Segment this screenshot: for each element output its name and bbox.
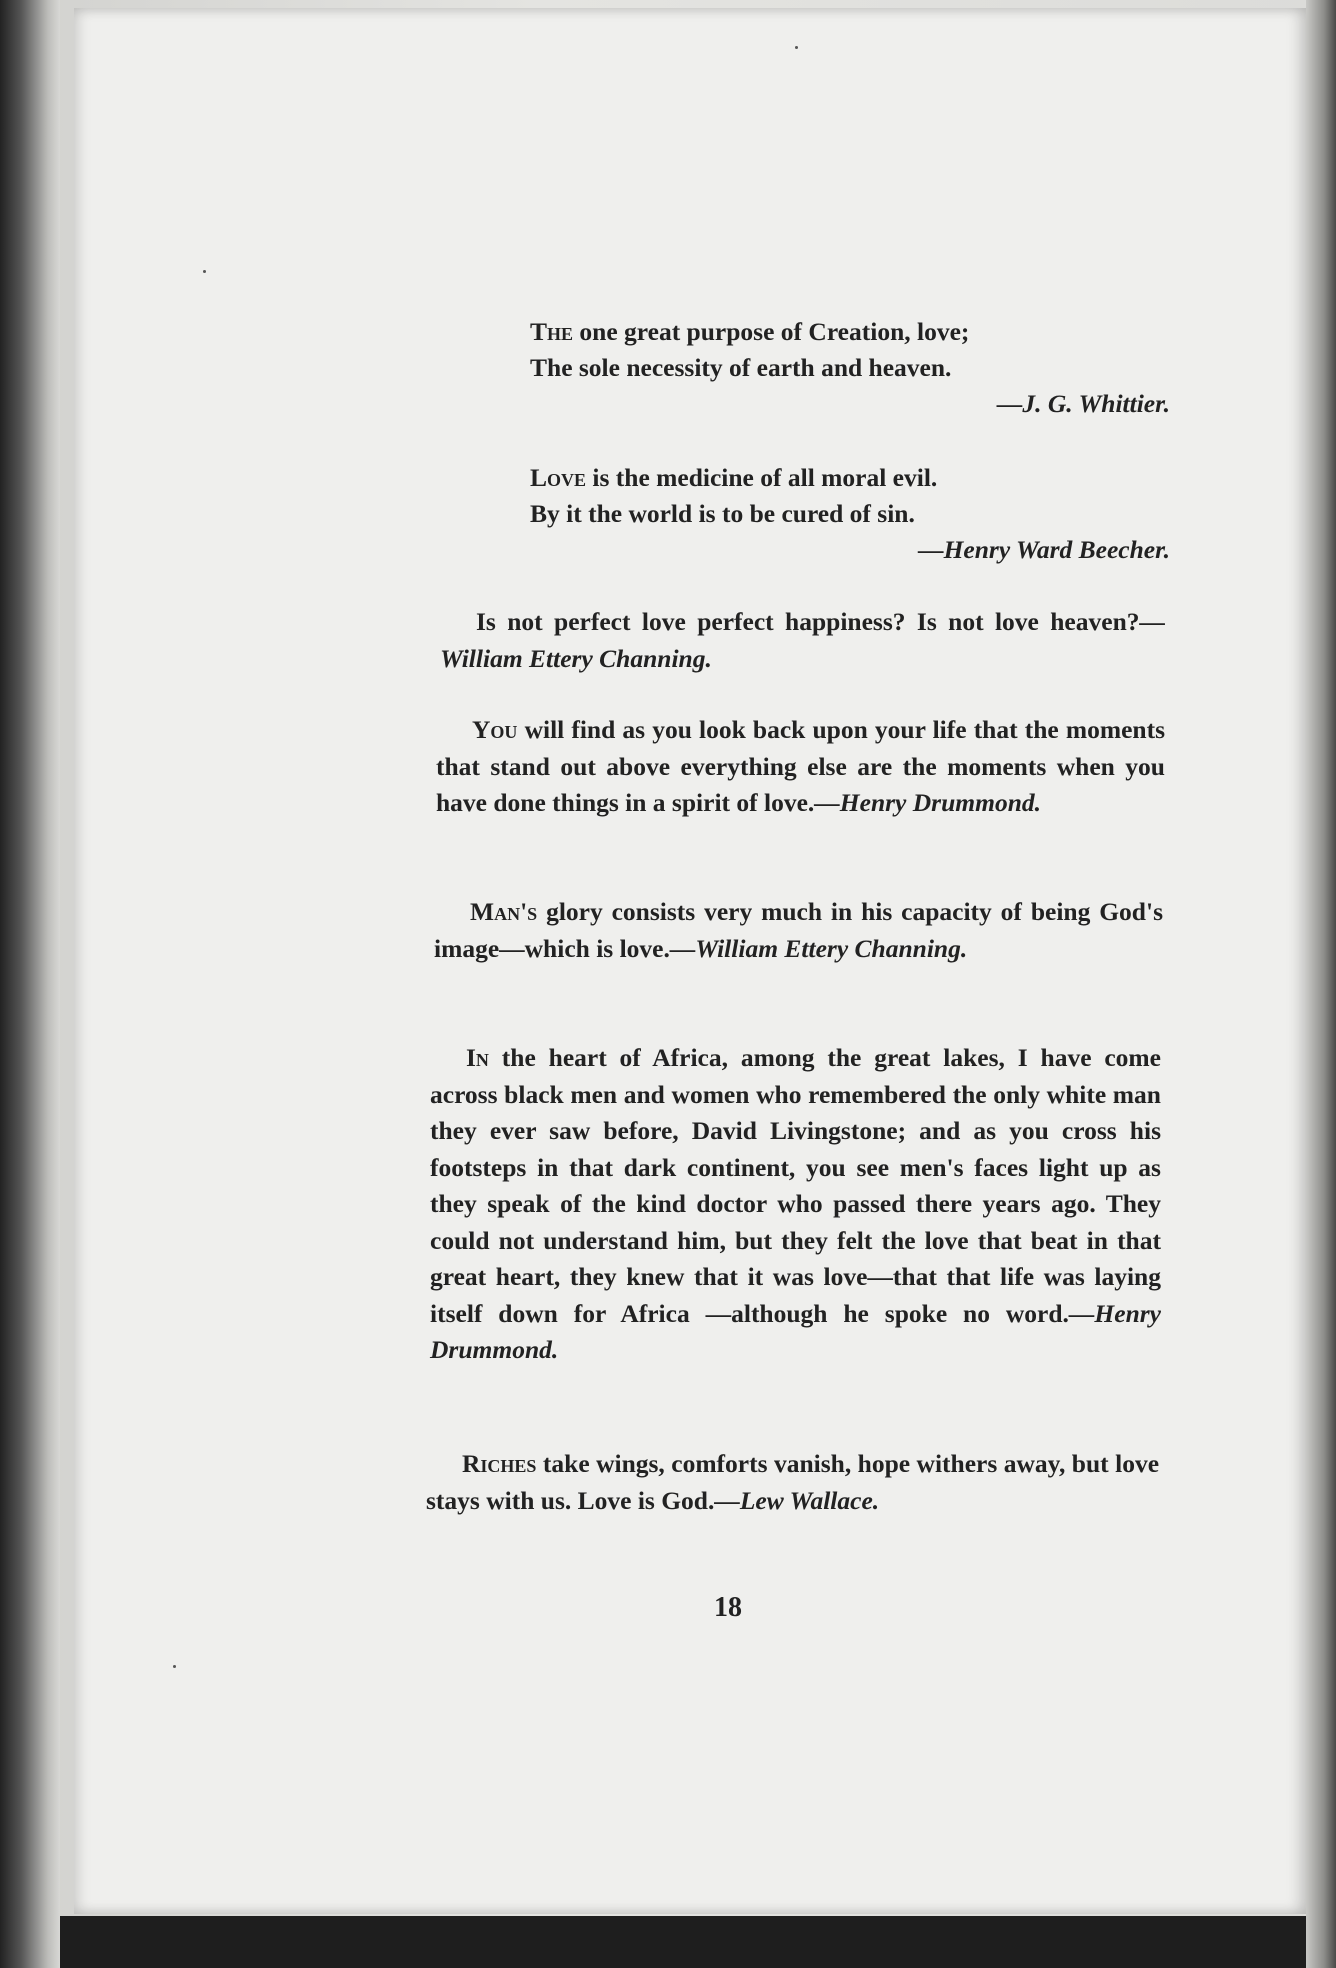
attribution: —J. G. Whittier. xyxy=(996,389,1170,418)
quote-drummond-2 xyxy=(430,1040,1161,1369)
quote-line xyxy=(530,460,1170,496)
attribution: —Lew Wallace. xyxy=(714,1485,880,1515)
attribution: —Henry Drummond. xyxy=(814,788,1041,817)
lead-word: You xyxy=(472,715,518,744)
quote-wallace xyxy=(426,1446,1159,1519)
quote-text: take wings, comforts vanish, hope withers away, but love stays with us. Love is God. xyxy=(426,1449,1160,1515)
attribution: —William Ettery Channing. xyxy=(669,933,968,963)
quote-channing-1 xyxy=(440,604,1165,677)
attribution: —William Ettery Channing. xyxy=(440,607,1165,673)
speck xyxy=(795,46,798,49)
quote-beecher xyxy=(530,460,1170,568)
line-text: one great purpose of Creation, love; xyxy=(579,317,970,346)
lead-word: Riches xyxy=(462,1449,537,1478)
quote-whittier xyxy=(530,314,1170,422)
lead-word: Love xyxy=(530,463,587,492)
lead-word: Man's xyxy=(470,897,538,926)
line-text: is the medicine of all moral evil. xyxy=(592,463,938,492)
speck xyxy=(173,1665,176,1668)
quote-line: The sole necessity of earth and heaven. xyxy=(530,353,952,382)
quote-text: the heart of Africa, among the great lakes, I have come across black men and women who remembered the only white man they ever saw before, David Livingstone; and as you cross his footsteps in that dark continent, you see men's faces light up as they speak of the kind doctor who passed there years ago. They could not understand him, but they felt the love that beat in that great heart, they knew that it was love—that that life was laying itself down for Africa —although he spoke no word. xyxy=(430,1043,1161,1328)
page-edge-shadow xyxy=(1306,0,1336,1968)
quote-drummond-1 xyxy=(436,712,1165,822)
binding-gutter xyxy=(0,0,60,1968)
quote-line: By it the world is to be cured of sin. xyxy=(530,499,915,528)
lead-word: In xyxy=(466,1043,489,1072)
quote-channing-2 xyxy=(434,894,1163,967)
quote-line xyxy=(530,314,1170,350)
lead-word: The xyxy=(530,317,574,346)
attribution: —Henry Ward Beecher. xyxy=(918,535,1170,564)
quote-text: glory consists very much in his capacity of being God's image—which is love. xyxy=(434,897,1163,963)
quote-text: will find as you look back upon your life that the moments that stand out above everything else are the moments when you have done things in a spirit of love. xyxy=(436,715,1165,817)
quote-text: Is not perfect love perfect happiness? Is not love heaven? xyxy=(476,607,1140,636)
page-number: 18 xyxy=(714,1592,742,1623)
attribution: —Henry Drummond. xyxy=(430,1298,1161,1364)
speck xyxy=(203,270,206,273)
